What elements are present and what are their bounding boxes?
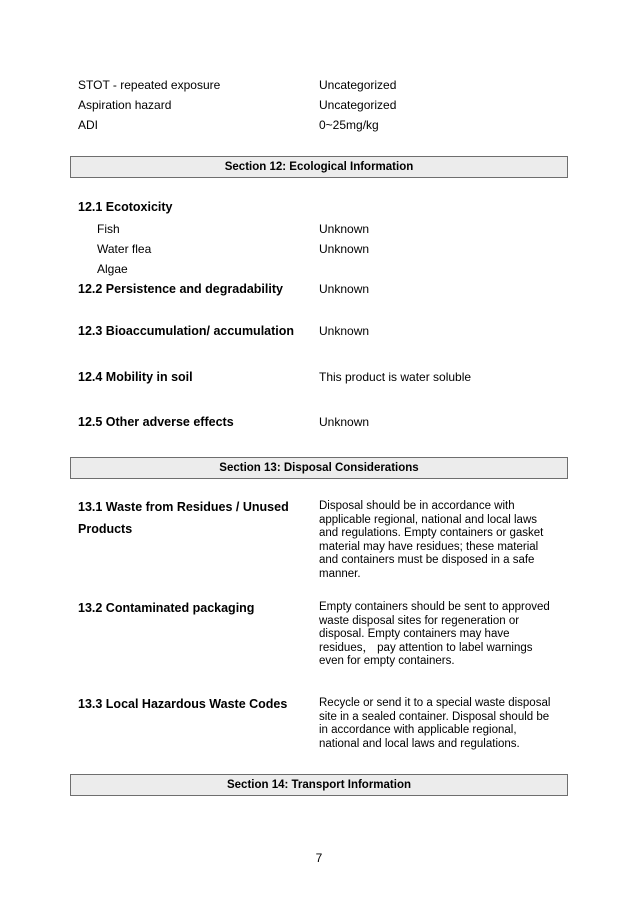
persistence-value: Unknown [319,282,370,296]
mobility-value: This product is water soluble [319,370,472,384]
stot-repeated-label: STOT - repeated exposure [78,78,221,92]
other-effects-value: Unknown [319,415,370,429]
eco-fish-label: Fish [97,222,120,236]
bioaccumulation-value: Unknown [319,324,370,338]
eco-algae-label: Algae [97,262,128,276]
section-13-header: Section 13: Disposal Considerations [70,457,568,479]
ecotoxicity-heading: 12.1 Ecotoxicity [78,200,173,214]
waste-residues-text: Disposal should be in accordance with applicable regional, national and local laws and regulations. Empty containers or gasket material may have residues; these material and containers must be disposed in a safe manner. [319,500,544,580]
aspiration-hazard-value: Uncategorized [319,98,397,112]
adi-value: 0~25mg/kg [319,118,379,132]
section-12-header: Section 12: Ecological Information [70,156,568,178]
aspiration-hazard-label: Aspiration hazard [78,98,172,112]
hazardous-waste-codes-text: Recycle or send it to a special waste disposal site in a sealed container. Disposal should be in accordance with applicable regional, national and local laws and regulations. [319,697,551,750]
adi-label: ADI [78,118,99,132]
bioaccumulation-heading: 12.3 Bioaccumulation/ accumulation [78,324,295,338]
page-number: 7 [315,851,323,865]
section-14-header: Section 14: Transport Information [70,774,568,796]
eco-water-flea-value: Unknown [319,242,370,256]
stot-repeated-value: Uncategorized [319,78,397,92]
eco-fish-value: Unknown [319,222,370,236]
persistence-heading: 12.2 Persistence and degradability [78,282,283,296]
hazardous-waste-codes-heading: 13.3 Local Hazardous Waste Codes [78,697,288,711]
other-effects-heading: 12.5 Other adverse effects [78,415,234,429]
mobility-heading: 12.4 Mobility in soil [78,370,193,384]
contaminated-packaging-text: Empty containers should be sent to approved waste disposal sites for regeneration or disposal. Empty containers may have residues， pay attention to label warnings even for empty containers. [319,601,550,668]
waste-residues-heading-line2: Products [78,522,133,536]
contaminated-packaging-heading: 13.2 Contaminated packaging [78,601,255,615]
waste-residues-heading-line1: 13.1 Waste from Residues / Unused [78,500,289,514]
eco-water-flea-label: Water flea [97,242,152,256]
